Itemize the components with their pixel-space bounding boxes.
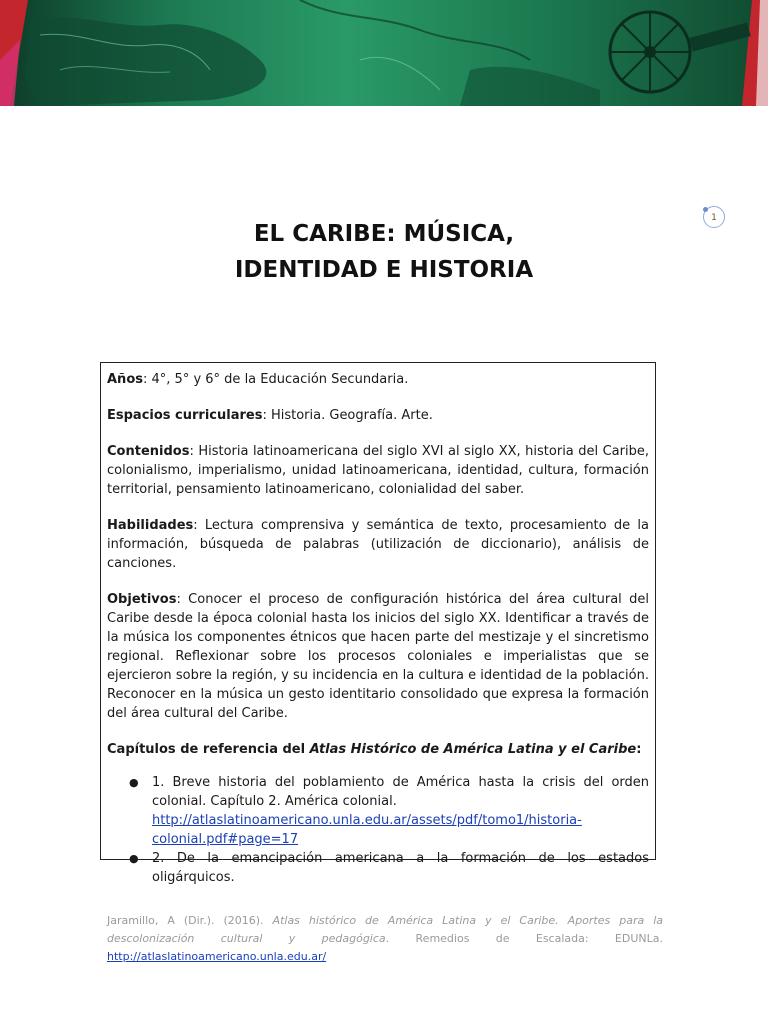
- badge-dot: [703, 207, 708, 212]
- citation-book-title: Atlas histórico de América Latina y el Caribe. Aportes para la descolonización cultural y pedagógica: [107, 914, 664, 945]
- citation-prefix: Jaramillo, A (Dir.). (2016).: [107, 914, 273, 927]
- list-item: [152, 773, 649, 849]
- contenidos-text: : Historia latinoamericana del siglo XVI al siglo XX, historia del Caribe, colonialismo, imperialismo, unidad latinoamericana, identidad, cultura, formación territorial, pensamiento latinoamericano, colonialidad del saber.: [107, 444, 649, 497]
- chapters-list: [107, 773, 649, 887]
- document-title: [0, 216, 768, 288]
- map-line-3: [300, 0, 530, 60]
- header-banner: [0, 0, 768, 106]
- objetivos-label: Objetivos: [107, 592, 177, 607]
- page-number: 1: [711, 213, 717, 223]
- contenidos-label: Contenidos: [107, 444, 190, 459]
- objetivos-paragraph: [107, 590, 649, 723]
- chapter-1-link[interactable]: http://atlaslatinoamericano.unla.edu.ar/assets/pdf/tomo1/historia-colonial.pdf#page=17: [152, 813, 582, 847]
- chapter-1-text: 1. Breve historia del poblamiento de América hasta la crisis del orden colonial. Capítulo 2. América colonial.: [152, 775, 649, 809]
- capitulos-label: Capítulos de referencia del: [107, 742, 310, 757]
- title-line-1: EL CARIBE: MÚSICA,: [253, 221, 515, 247]
- capitulos-colon: :: [636, 742, 642, 757]
- cannon-barrel: [689, 22, 751, 51]
- capitulos-atlas-title: Atlas Histórico de América Latina y el Caribe: [309, 742, 637, 757]
- banner-map-illustration: [0, 0, 768, 106]
- espacios-label: Espacios curriculares: [107, 408, 263, 423]
- citation-link[interactable]: http://atlaslatinoamericano.unla.edu.ar/: [107, 950, 327, 963]
- habilidades-label: Habilidades: [107, 518, 194, 533]
- contenidos-paragraph: [107, 442, 649, 499]
- habilidades-text: : Lectura comprensiva y semántica de texto, procesamiento de la información, búsqueda de palabras (utilización de diccionario), análisis de canciones.: [107, 518, 649, 571]
- capitulos-heading: [107, 740, 649, 759]
- list-item: [152, 849, 649, 887]
- map-landmass-left: [25, 17, 266, 106]
- anos-text: : 4°, 5° y 6° de la Educación Secundaria.: [143, 372, 409, 387]
- chapter-2-text: 2. De la emancipación americana a la formación de los estados oligárquicos.: [152, 851, 649, 885]
- citation-footer: [107, 912, 663, 966]
- info-box: [100, 362, 656, 885]
- anos-paragraph: [107, 370, 649, 389]
- objetivos-text: : Conocer el proceso de configuración histórica del área cultural del Caribe desde la época colonial hasta los inicios del siglo XX. Identificar a través de la música los componentes étnicos que hacen parte del mestizaje y el sincretismo regional. Reflexionar sobre los procesos coloniales e imperialistas que se ejercieron sobre la región, y su incidencia en la cultura e identidad de la población. Reconocer en la música un gesto identitario consolidado que expresa la formación del área cultural del Caribe.: [107, 592, 649, 721]
- habilidades-paragraph: [107, 516, 649, 573]
- citation-suffix: . Remedios de Escalada: EDUNLa.: [385, 932, 663, 945]
- title-line-2: IDENTIDAD E HISTORIA: [234, 257, 534, 283]
- espacios-paragraph: [107, 406, 649, 425]
- map-landmass-mid: [460, 67, 600, 106]
- anos-label: Años: [107, 372, 143, 387]
- espacios-text: : Historia. Geografía. Arte.: [262, 408, 433, 423]
